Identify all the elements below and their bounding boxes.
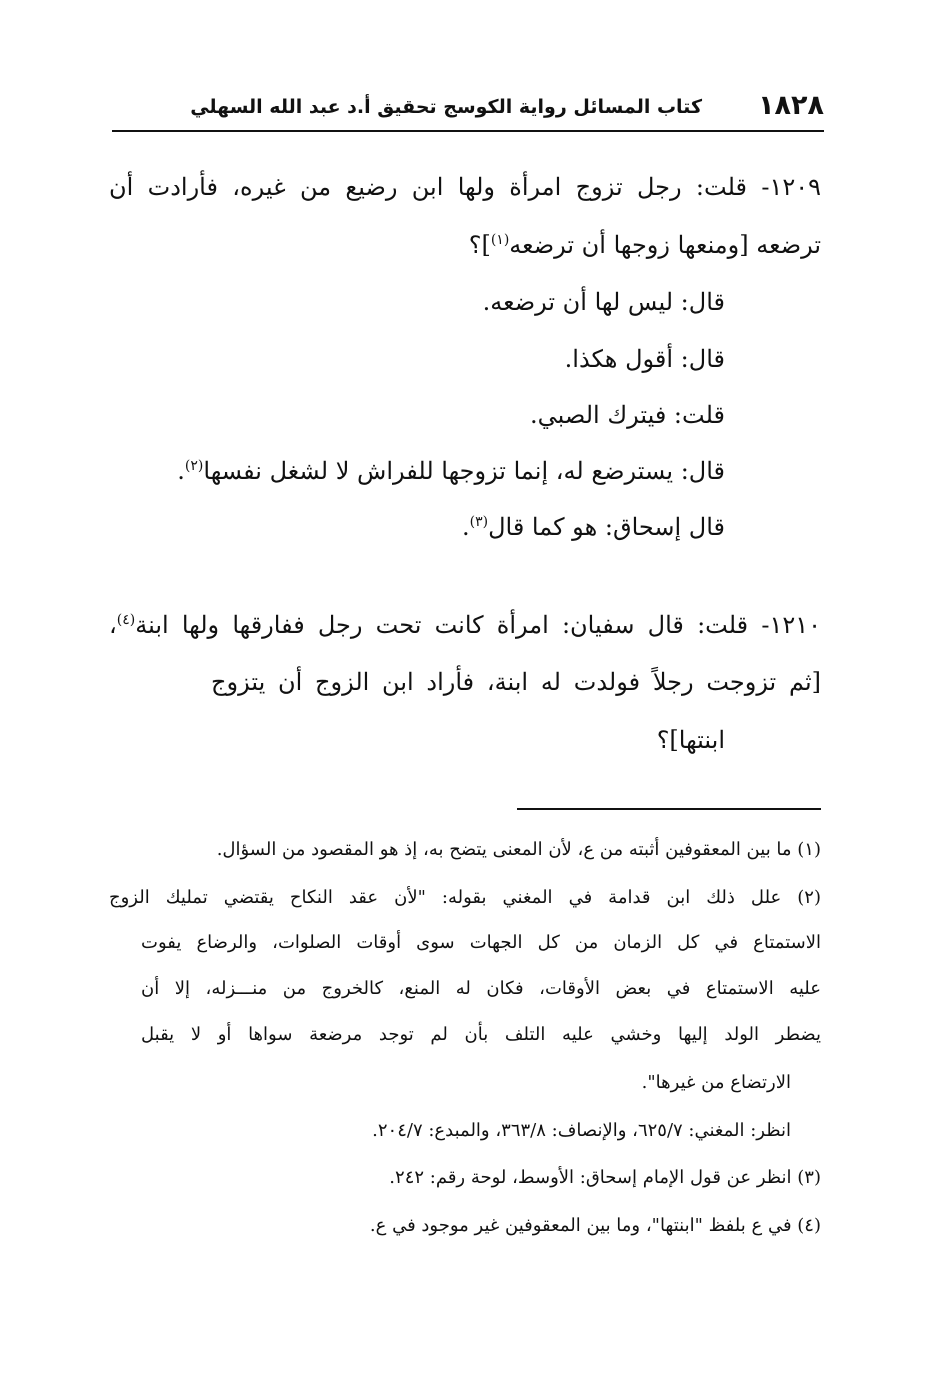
entry-1209-line-2: ترضعه [ومنعها زوجها أن ترضعه$^{(١)}$]؟ — [468, 231, 821, 259]
footnote-2-line-5: الارتضاع من غيرها". — [641, 1072, 791, 1093]
footnote-2-line-4: يضطر الولد إليها وخشي عليه التلف بأن لم توجد مرضعة سواها أو لا يقبل — [141, 1024, 821, 1045]
footnote-ref-4[interactable]: (٤) — [116, 612, 136, 628]
entry-1210-line-3: ابنتها]؟ — [656, 726, 725, 754]
entry-1209-line-3: قال: ليس لها أن ترضعه. — [482, 288, 725, 316]
page-header — [112, 86, 824, 132]
entry-1209-line-4: قال: أقول هكذا. — [564, 345, 725, 373]
entry-1209-line-5: قلت: فيترك الصبي. — [530, 401, 725, 429]
running-title: كتاب المسائل رواية الكوسج تحقيق أ.د عبد الله السهلي — [190, 96, 702, 118]
footnote-3: (٣) انظر عن قول الإمام إسحاق: الأوسط، لوحة رقم: ٢٤٢. — [389, 1167, 821, 1188]
footnote-1: (١) ما بين المعقوفين أثبته من ع، لأن المعنى يتضح به، إذ هو المقصود من السؤال. — [216, 839, 821, 860]
footnote-2-line-1: (٢) علل ذلك ابن قدامة في المغني بقوله: "لأن عقد النكاح يقتضي تمليك الزوج — [109, 887, 821, 908]
footnote-ref-3[interactable]: (٣) — [469, 514, 489, 530]
footnote-2-references: انظر: المغني: ٦٢٥/٧، والإنصاف: ٣٦٣/٨، والمبدع: ٢٠٤/٧. — [372, 1120, 791, 1141]
footnote-ref-2[interactable]: (٢) — [184, 458, 204, 474]
entry-1210-line-2: [ثم تزوجت رجلاً فولدت له ابنة، فأراد ابن الزوج أن يتزوج — [211, 668, 821, 696]
entry-1210-line-1: ١٢١٠- قلت: قال سفيان: امرأة كانت تحت رجل ففارقها ولها ابنة$^{(٤)}$، — [109, 611, 821, 639]
footnote-4: (٤) في ع بلفظ "ابنتها"، وما بين المعقوفين غير موجود في ع. — [369, 1215, 821, 1236]
footnote-separator — [517, 808, 821, 810]
footnote-2-line-2: الاستمتاع في كل الزمان من كل الجهات سوى أوقات الصلوات، والرضاع يفوت — [141, 932, 821, 953]
entry-1209-line-1: ١٢٠٩- قلت: رجل تزوج امرأة ولها ابن رضيع من غيره، فأرادت أن — [109, 173, 821, 201]
entry-1209-line-6: قال: يسترضع له، إنما تزوجها للفراش لا لشغل نفسها$^{(٢)}$. — [177, 457, 725, 485]
footnote-2-line-3: عليه الاستمتاع في بعض الأوقات، فكان له المنع، كالخروج من منـــزله، إلا أن — [141, 978, 821, 999]
page-number: ١٨٢٨ — [758, 90, 824, 121]
footnote-ref-1[interactable]: (١) — [490, 232, 510, 248]
entry-1209-line-7: قال إسحاق: هو كما قال$^{(٣)}$. — [461, 513, 725, 541]
